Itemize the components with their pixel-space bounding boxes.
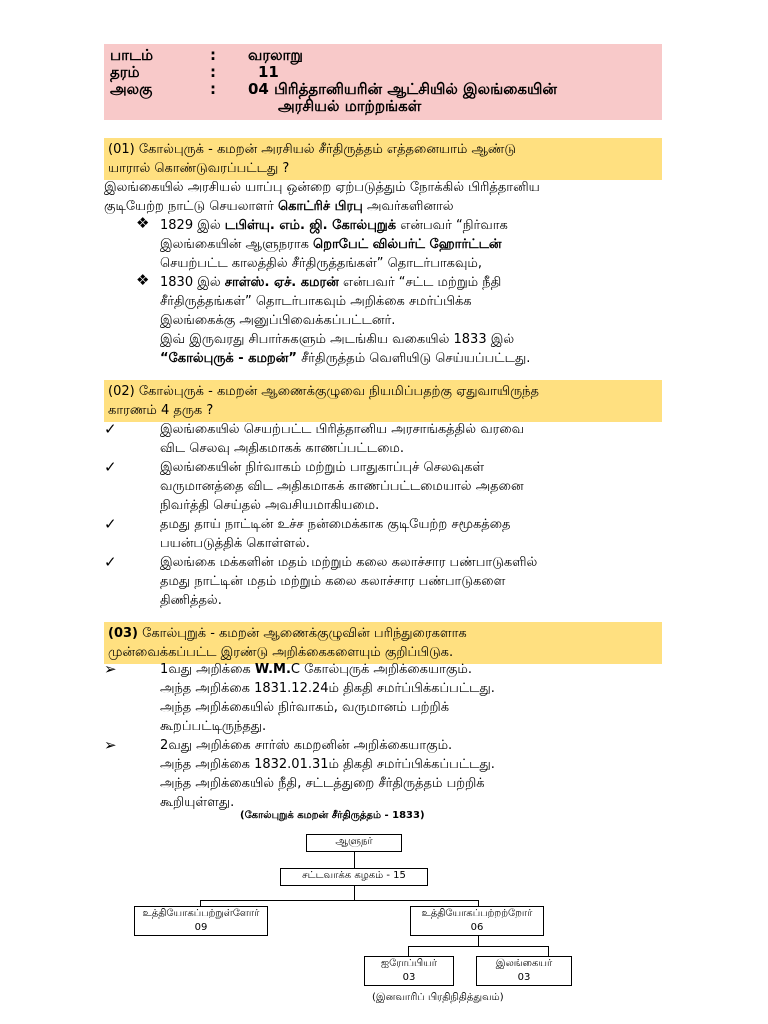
unit-value: 04 பிரித்தானியரின் ஆட்சியில் இலங்கையின் bbox=[248, 80, 557, 98]
answer-text: இலங்கைக்கு அனுப்பிவைக்கப்பட்டனர். bbox=[160, 313, 396, 328]
colon: : bbox=[210, 46, 216, 64]
colon: : bbox=[210, 80, 216, 98]
question-1-line: யாரால் கொண்டுவரப்பட்டது ? bbox=[108, 161, 290, 176]
answer-text: அந்த அறிக்கையில் நிர்வாகம், வருமானம் பற்றிக் bbox=[160, 700, 450, 715]
official-members-box bbox=[134, 906, 268, 936]
answer-1 bbox=[104, 178, 664, 368]
grade-value: 11 bbox=[258, 63, 279, 81]
governor-label: ஆளுநர் bbox=[335, 836, 373, 847]
ceylonese-count: 03 bbox=[517, 972, 531, 983]
ceylonese-label: இலங்கையர் bbox=[495, 958, 553, 969]
answer-text: கூறப்பட்டிருந்தது. bbox=[160, 719, 267, 734]
council-label: சட்டவாக்க கழகம் - 15 bbox=[302, 870, 406, 881]
answer-text: அந்த அறிக்கை 1832.01.31ம் திகதி சமர்ப்பிக்கப்பட்டது. bbox=[160, 757, 495, 772]
arrow-bullet-icon: ➢ bbox=[104, 736, 117, 754]
question-3-line: (03) கோல்புறுக் - கமறன் ஆணைக்குழுவின் பரிந்துரைகளாக bbox=[108, 626, 467, 641]
colon: : bbox=[210, 63, 216, 81]
answer-text: கூறியுள்ளது. bbox=[160, 795, 235, 810]
unit-value-line2: அரசியல் மாற்றங்கள் bbox=[278, 97, 422, 115]
question-2-line: (02) கோல்புருக் - கமறன் ஆணைக்குழுவை நியமிப்பதற்கு ஏதுவாயிருந்த bbox=[108, 384, 539, 399]
header-row-unit-cont bbox=[110, 98, 656, 115]
europeans-count: 03 bbox=[402, 972, 416, 983]
header-row-grade bbox=[110, 64, 656, 81]
checkmark-icon: ✓ bbox=[104, 515, 117, 533]
answer-text: தமது நாட்டின் மதம் மற்றும் கலை கலாச்சார பண்பாடுகளை bbox=[160, 574, 506, 589]
official-label: உத்தியோகப்பற்றுள்ளோர் bbox=[142, 908, 260, 919]
checkmark-icon: ✓ bbox=[104, 458, 117, 476]
connector-line bbox=[548, 946, 549, 956]
connector-line bbox=[408, 946, 409, 956]
answer-text: பயன்படுத்திக் கொள்ளல். bbox=[160, 536, 310, 551]
answer-text: 2வது அறிக்கை சார்ஸ் கமறனின் அறிக்கையாகும். bbox=[160, 738, 453, 753]
answer-text: இலங்கையின் நிர்வாகம் மற்றும் பாதுகாப்புச் செலவுகள் bbox=[160, 460, 485, 475]
unofficial-count: 06 bbox=[470, 922, 484, 933]
official-count: 09 bbox=[194, 922, 208, 933]
unofficial-label: உத்தியோகப்பற்றற்றோர் bbox=[421, 908, 533, 919]
answer-text: இவ் இருவரது சிபார்சுகளும் அடங்கிய வகையில் 1833 இல் bbox=[160, 332, 515, 347]
question-1 bbox=[104, 138, 662, 180]
diamond-bullet-icon: ❖ bbox=[136, 271, 150, 289]
answer-text: நிவர்த்தி செய்தல் அவசியமாகியமை. bbox=[160, 498, 380, 513]
checkmark-icon: ✓ bbox=[104, 553, 117, 571]
connector-line bbox=[354, 886, 355, 900]
connector-line bbox=[200, 900, 478, 901]
answer-text: சீர்திருத்தங்கள்” தொடர்பாகவும் அறிக்கை சமர்ப்பிக்க bbox=[160, 294, 472, 309]
checkmark-icon: ✓ bbox=[104, 420, 117, 438]
ceylonese-box bbox=[476, 956, 572, 986]
answer-text: இலங்கையில் செயற்பட்ட பிரித்தானிய அரசாங்கத்தில் வரவை bbox=[160, 422, 525, 437]
answer-text: 1829 இல் டபிள்யு. எம். ஜி. கோல்புறுக் என்பவர் “நிர்வாக bbox=[160, 218, 508, 233]
arrow-bullet-icon: ➢ bbox=[104, 660, 117, 678]
question-2-line: காரணம் 4 தருக ? bbox=[108, 403, 214, 418]
unit-label: அலகு bbox=[110, 80, 153, 98]
answer-text: வருமானத்தை விட அதிகமாகக் காணப்பட்டமையால் அதனை bbox=[160, 479, 524, 494]
lesson-header bbox=[104, 44, 662, 120]
connector-line bbox=[478, 936, 479, 946]
answer-text: 1830 இல் சாள்ஸ். ஏச். கமரன் என்பவர் “சட்ட மற்றும் நீதி bbox=[160, 275, 502, 290]
answer-text: 1வது அறிக்கை W.M.C கோல்புருக் அறிக்கையாகும். bbox=[160, 662, 473, 677]
answer-3 bbox=[104, 660, 664, 812]
header-row-unit bbox=[110, 81, 656, 98]
unofficial-members-box bbox=[410, 906, 544, 936]
answer-text: “கோல்புருக் - கமறன்” சீர்திருத்தம் வெளியிடு செய்யப்பட்டது. bbox=[160, 351, 531, 366]
answer-text: இலங்கையில் அரசியல் யாப்பு ஒன்றை ஏற்படுத்தும் நோக்கில் பிரித்தானிய bbox=[104, 180, 540, 195]
answer-text: தமது தாய் நாட்டின் உச்ச நன்மைக்காக குடியேற்ற சமூகத்தை bbox=[160, 517, 511, 532]
answer-text: அந்த அறிக்கையில் நீதி, சட்டத்துறை சீர்திருத்தம் பற்றிக் bbox=[160, 776, 485, 791]
answer-text: இலங்கையின் ஆளுநராக றொபேட் வில்பர்ட் ஹோர்ட்டன் bbox=[160, 237, 502, 252]
europeans-box bbox=[364, 956, 454, 986]
legislative-council-box bbox=[280, 868, 428, 886]
europeans-label: ஐரோப்பியர் bbox=[381, 958, 437, 969]
diagram-title: (கோல்புறுக் கமறன் சீர்திருத்தம் - 1833) bbox=[240, 810, 425, 821]
header-row-subject bbox=[110, 47, 656, 64]
subject-label: பாடம் bbox=[110, 46, 154, 64]
answer-text: இலங்கை மக்களின் மதம் மற்றும் கலை கலாச்சார பண்பாடுகளில் bbox=[160, 555, 538, 570]
grade-label: தரம் bbox=[110, 63, 140, 81]
answer-text: குடியேற்ற நாட்டு செயலாளர் கொட்ரிச் பிரபு அவர்களினால் bbox=[104, 199, 454, 214]
answer-text: திணித்தல். bbox=[160, 593, 222, 608]
diamond-bullet-icon: ❖ bbox=[136, 214, 150, 232]
diagram-footer-note: (இனவாரிப் பிரதிநிதித்துவம்) bbox=[372, 992, 504, 1003]
connector-line bbox=[354, 850, 355, 868]
governor-box bbox=[306, 834, 402, 852]
answer-text: விட செலவு அதிகமாகக் காணப்பட்டமை. bbox=[160, 441, 404, 456]
question-3-line: முன்வைக்கப்பட்ட இரண்டு அறிக்கைகளையும் குறிப்பிடுக. bbox=[108, 645, 454, 660]
question-2 bbox=[104, 380, 662, 422]
subject-value: வரலாறு bbox=[248, 46, 303, 64]
answer-2 bbox=[104, 420, 664, 610]
answer-text: அந்த அறிக்கை 1831.12.24ம் திகதி சமர்ப்பிக்கப்பட்டது. bbox=[160, 681, 495, 696]
question-3 bbox=[104, 622, 662, 664]
connector-line bbox=[408, 946, 548, 947]
question-1-line: (01) கோல்புருக் - கமறன் அரசியல் சீர்திருத்தம் எத்தனையாம் ஆண்டு bbox=[108, 142, 517, 157]
answer-text: செயற்பட்ட காலத்தில் சீர்திருத்தங்கள்” தொடர்பாகவும், bbox=[160, 256, 483, 271]
